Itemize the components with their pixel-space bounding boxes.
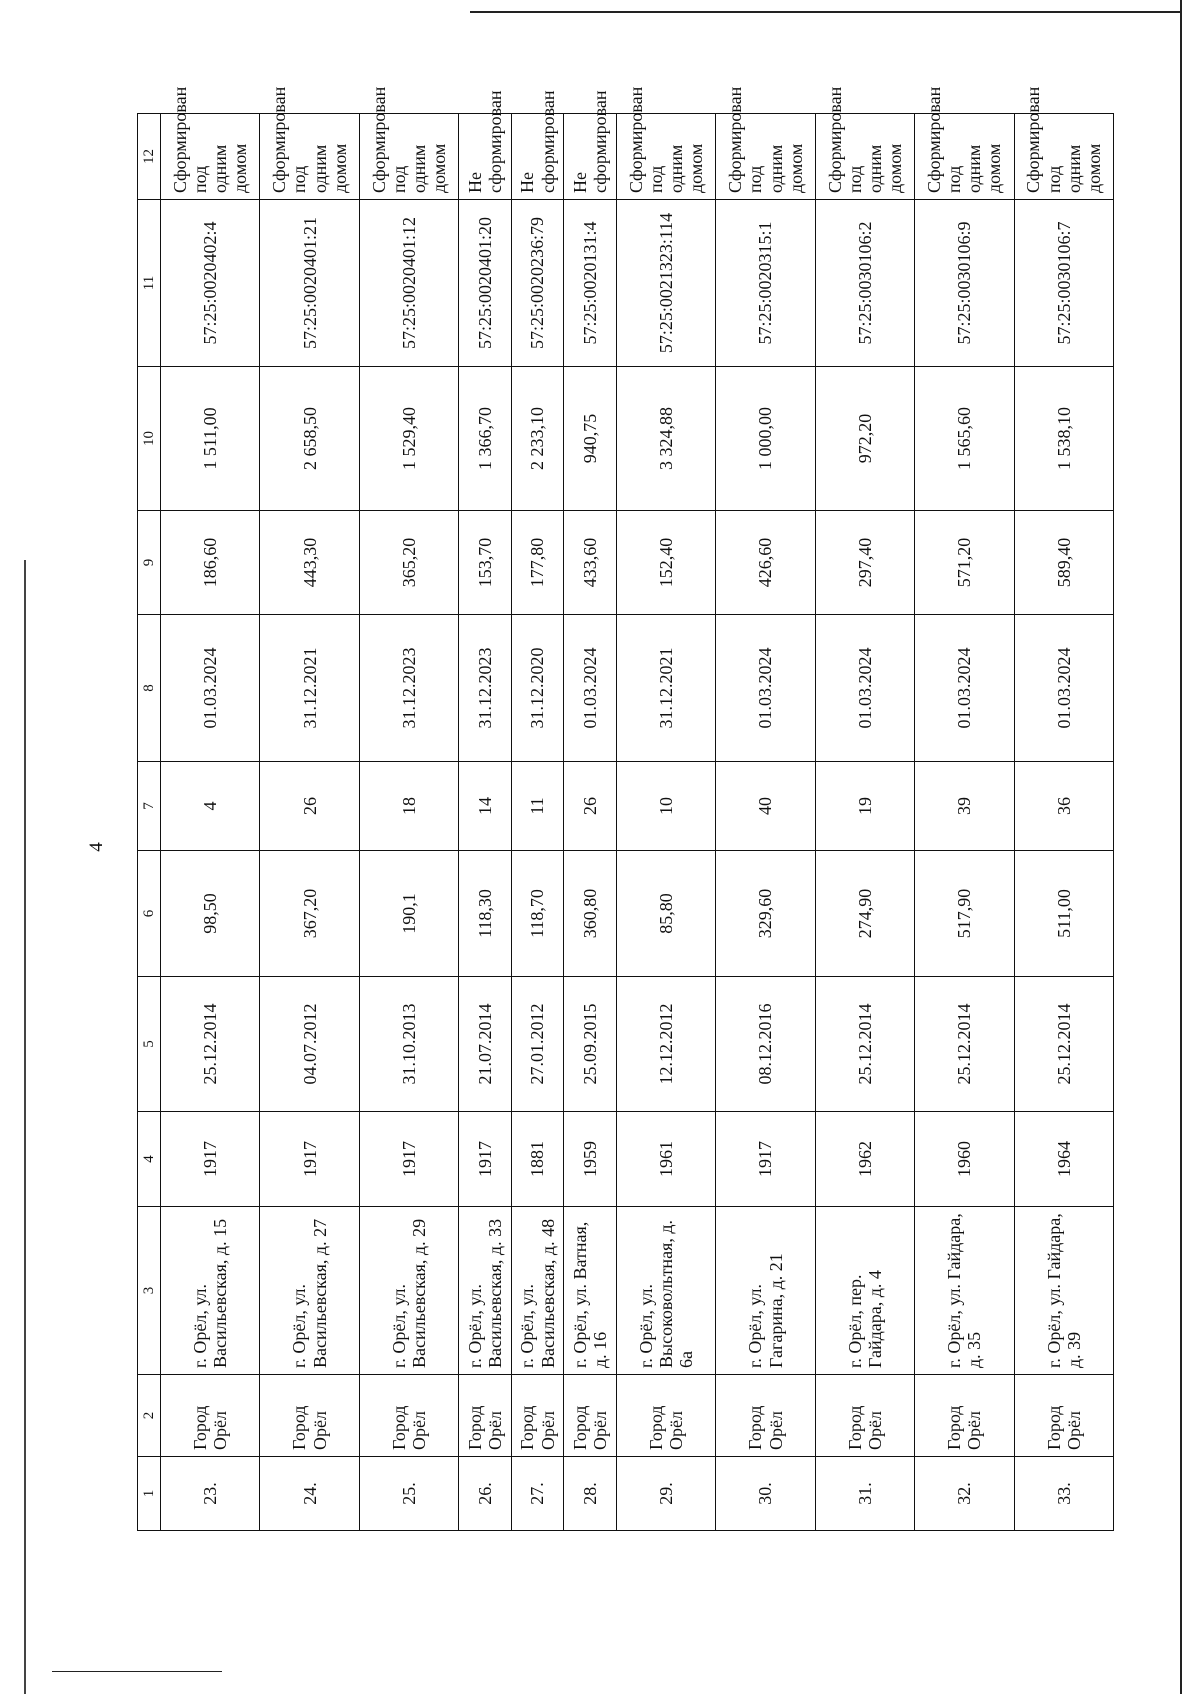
date-cell: 31.10.2013	[359, 977, 458, 1112]
count-cell: 40	[716, 762, 815, 851]
area-cell: 177,80	[511, 511, 564, 615]
build-year-cell: 1917	[359, 1112, 458, 1207]
build-year-cell: 1959	[564, 1112, 617, 1207]
count-cell: 26	[564, 762, 617, 851]
column-number: 6	[138, 851, 161, 977]
settlement-cell: Город Орёл	[359, 1375, 458, 1457]
date-cell: 04.07.2012	[260, 977, 359, 1112]
date-cell: 31.12.2023	[459, 615, 512, 762]
address-cell: г. Орёл, ул. Васильевская, д. 27	[260, 1207, 359, 1375]
area-cell: 517,90	[915, 851, 1014, 977]
row-number-cell: 29.	[616, 1457, 715, 1531]
table-row	[815, 114, 914, 1531]
settlement-cell: Город Орёл	[915, 1375, 1014, 1457]
count-cell: 4	[161, 762, 260, 851]
row-number-cell: 23.	[161, 1457, 260, 1531]
address-cell: г. Орёл, пер. Гайдара, д. 4	[815, 1207, 914, 1375]
row-number-cell: 27.	[511, 1457, 564, 1531]
area-cell: 589,40	[1014, 511, 1113, 615]
area-cell: 153,70	[459, 511, 512, 615]
settlement-cell: Город Орёл	[459, 1375, 512, 1457]
table-row	[616, 114, 715, 1531]
table-container	[137, 86, 1114, 1531]
cadastral-number-cell: 57:25:0020401:12	[359, 200, 458, 367]
build-year-cell: 1964	[1014, 1112, 1113, 1207]
cadastral-number-cell: 57:25:0020401:21	[260, 200, 359, 367]
table-row	[1014, 114, 1113, 1531]
table-row	[511, 114, 564, 1531]
area-cell: 1 000,00	[716, 367, 815, 511]
column-number: 4	[138, 1112, 161, 1207]
date-cell: 01.03.2024	[1014, 615, 1113, 762]
date-cell: 01.03.2024	[161, 615, 260, 762]
column-number: 11	[138, 200, 161, 367]
area-cell: 940,75	[564, 367, 617, 511]
cadastral-number-cell: 57:25:0020131:4	[564, 200, 617, 367]
column-number: 8	[138, 615, 161, 762]
build-year-cell: 1881	[511, 1112, 564, 1207]
area-cell: 329,60	[716, 851, 815, 977]
area-cell: 367,20	[260, 851, 359, 977]
date-cell: 25.09.2015	[564, 977, 617, 1112]
area-cell: 118,70	[511, 851, 564, 977]
date-cell: 01.03.2024	[915, 615, 1014, 762]
area-cell: 190,1	[359, 851, 458, 977]
area-cell: 1 565,60	[915, 367, 1014, 511]
date-cell: 12.12.2012	[616, 977, 715, 1112]
column-number: 3	[138, 1207, 161, 1375]
row-number-cell: 24.	[260, 1457, 359, 1531]
date-cell: 31.12.2023	[359, 615, 458, 762]
table-body	[161, 86, 1114, 1531]
cadastral-number-cell: 57:25:0020401:20	[459, 200, 512, 367]
area-cell: 274,90	[815, 851, 914, 977]
row-number-cell: 33.	[1014, 1457, 1113, 1531]
area-cell: 3 324,88	[616, 367, 715, 511]
build-year-cell: 1917	[260, 1112, 359, 1207]
row-number-cell: 28.	[564, 1457, 617, 1531]
address-cell: г. Орёл, ул. Высоковольтная, д. 6а	[616, 1207, 715, 1375]
status-cell: Сформирован под одним домом	[616, 114, 715, 200]
date-cell: 31.12.2021	[616, 615, 715, 762]
table-row	[915, 114, 1014, 1531]
status-cell: Сформирован под одним домом	[260, 114, 359, 200]
page-edge-left	[24, 560, 26, 1694]
area-cell: 360,80	[564, 851, 617, 977]
address-cell: г. Орёл, ул. Васильевская, д. 48	[511, 1207, 564, 1375]
date-cell: 25.12.2014	[815, 977, 914, 1112]
row-number-cell: 26.	[459, 1457, 512, 1531]
settlement-cell: Город Орёл	[1014, 1375, 1113, 1457]
row-number-cell: 25.	[359, 1457, 458, 1531]
address-cell: г. Орёл, ул. Гайдара, д. 35	[915, 1207, 1014, 1375]
settlement-cell: Город Орёл	[564, 1375, 617, 1457]
column-number: 1	[138, 1457, 161, 1531]
build-year-cell: 1917	[716, 1112, 815, 1207]
row-number-cell: 31.	[815, 1457, 914, 1531]
area-cell: 365,20	[359, 511, 458, 615]
column-number-row	[138, 114, 161, 1531]
count-cell: 39	[915, 762, 1014, 851]
table-row	[260, 114, 359, 1531]
column-number: 12	[138, 114, 161, 200]
status-cell: Сформирован под одним домом	[915, 114, 1014, 200]
cadastral-number-cell: 57:25:0030106:9	[915, 200, 1014, 367]
count-cell: 36	[1014, 762, 1113, 851]
count-cell: 14	[459, 762, 512, 851]
table-row	[359, 114, 458, 1531]
status-cell: Не сформирован	[511, 114, 564, 200]
count-cell: 18	[359, 762, 458, 851]
date-cell: 25.12.2014	[1014, 977, 1113, 1112]
area-cell: 2 658,50	[260, 367, 359, 511]
area-cell: 85,80	[616, 851, 715, 977]
cadastral-number-cell: 57:25:0030106:2	[815, 200, 914, 367]
count-cell: 26	[260, 762, 359, 851]
status-cell: Сформирован под одним домом	[161, 114, 260, 200]
settlement-cell: Город Орёл	[616, 1375, 715, 1457]
date-cell: 01.03.2024	[716, 615, 815, 762]
status-cell: Сформирован под одним домом	[1014, 114, 1113, 200]
build-year-cell: 1962	[815, 1112, 914, 1207]
table-row	[564, 114, 617, 1531]
count-cell: 10	[616, 762, 715, 851]
area-cell: 433,60	[564, 511, 617, 615]
housing-register-table	[137, 86, 1114, 1531]
status-cell: Сформирован под одним домом	[815, 114, 914, 200]
date-cell: 21.07.2014	[459, 977, 512, 1112]
status-cell: Сформирован под одним домом	[359, 114, 458, 200]
address-cell: г. Орёл, ул. Ватная, д. 16	[564, 1207, 617, 1375]
area-cell: 1 538,10	[1014, 367, 1113, 511]
area-cell: 1 366,70	[459, 367, 512, 511]
column-number: 2	[138, 1375, 161, 1457]
area-cell: 152,40	[616, 511, 715, 615]
table-row	[716, 114, 815, 1531]
area-cell: 426,60	[716, 511, 815, 615]
build-year-cell: 1917	[459, 1112, 512, 1207]
settlement-cell: Город Орёл	[716, 1375, 815, 1457]
settlement-cell: Город Орёл	[260, 1375, 359, 1457]
date-cell: 25.12.2014	[915, 977, 1014, 1112]
cadastral-number-cell: 57:25:0021323:114	[616, 200, 715, 367]
status-cell: Не сформирован	[564, 114, 617, 200]
area-cell: 98,50	[161, 851, 260, 977]
area-cell: 443,30	[260, 511, 359, 615]
area-cell: 972,20	[815, 367, 914, 511]
status-cell: Не сформирован	[459, 114, 512, 200]
cadastral-number-cell: 57:25:0020402:4	[161, 200, 260, 367]
settlement-cell: Город Орёл	[161, 1375, 260, 1457]
column-number: 10	[138, 367, 161, 511]
date-cell: 27.01.2012	[511, 977, 564, 1112]
area-cell: 186,60	[161, 511, 260, 615]
area-cell: 297,40	[815, 511, 914, 615]
row-number-cell: 30.	[716, 1457, 815, 1531]
date-cell: 01.03.2024	[564, 615, 617, 762]
build-year-cell: 1961	[616, 1112, 715, 1207]
rotated-table-frame	[137, 86, 1114, 1531]
address-cell: г. Орёл, ул. Васильевская, д. 29	[359, 1207, 458, 1375]
date-cell: 01.03.2024	[815, 615, 914, 762]
cadastral-number-cell: 57:25:0020315:1	[716, 200, 815, 367]
status-cell: Сформирован под одним домом	[716, 114, 815, 200]
settlement-cell: Город Орёл	[511, 1375, 564, 1457]
count-cell: 11	[511, 762, 564, 851]
area-cell: 1 511,00	[161, 367, 260, 511]
table-row	[459, 114, 512, 1531]
build-year-cell: 1960	[915, 1112, 1014, 1207]
column-number: 5	[138, 977, 161, 1112]
page-edge-right	[1180, 0, 1182, 1694]
date-cell: 31.12.2020	[511, 615, 564, 762]
date-cell: 25.12.2014	[161, 977, 260, 1112]
footnote-separator	[52, 1671, 222, 1672]
page-number: 4	[86, 842, 107, 852]
page-edge-top	[470, 11, 1182, 13]
cadastral-number-cell: 57:25:0030106:7	[1014, 200, 1113, 367]
area-cell: 2 233,10	[511, 367, 564, 511]
count-cell: 19	[815, 762, 914, 851]
area-cell: 1 529,40	[359, 367, 458, 511]
date-cell: 31.12.2021	[260, 615, 359, 762]
column-number: 9	[138, 511, 161, 615]
settlement-cell: Город Орёл	[815, 1375, 914, 1457]
address-cell: г. Орёл, ул. Гайдара, д. 39	[1014, 1207, 1113, 1375]
cadastral-number-cell: 57:25:0020236:79	[511, 200, 564, 367]
column-number: 7	[138, 762, 161, 851]
date-cell: 08.12.2016	[716, 977, 815, 1112]
address-cell: г. Орёл, ул. Васильевская, д. 15	[161, 1207, 260, 1375]
row-number-cell: 32.	[915, 1457, 1014, 1531]
area-cell: 571,20	[915, 511, 1014, 615]
build-year-cell: 1917	[161, 1112, 260, 1207]
address-cell: г. Орёл, ул. Гагарина, д. 21	[716, 1207, 815, 1375]
table-row	[161, 114, 260, 1531]
area-cell: 511,00	[1014, 851, 1113, 977]
address-cell: г. Орёл, ул. Васильевская, д. 33	[459, 1207, 512, 1375]
area-cell: 118,30	[459, 851, 512, 977]
